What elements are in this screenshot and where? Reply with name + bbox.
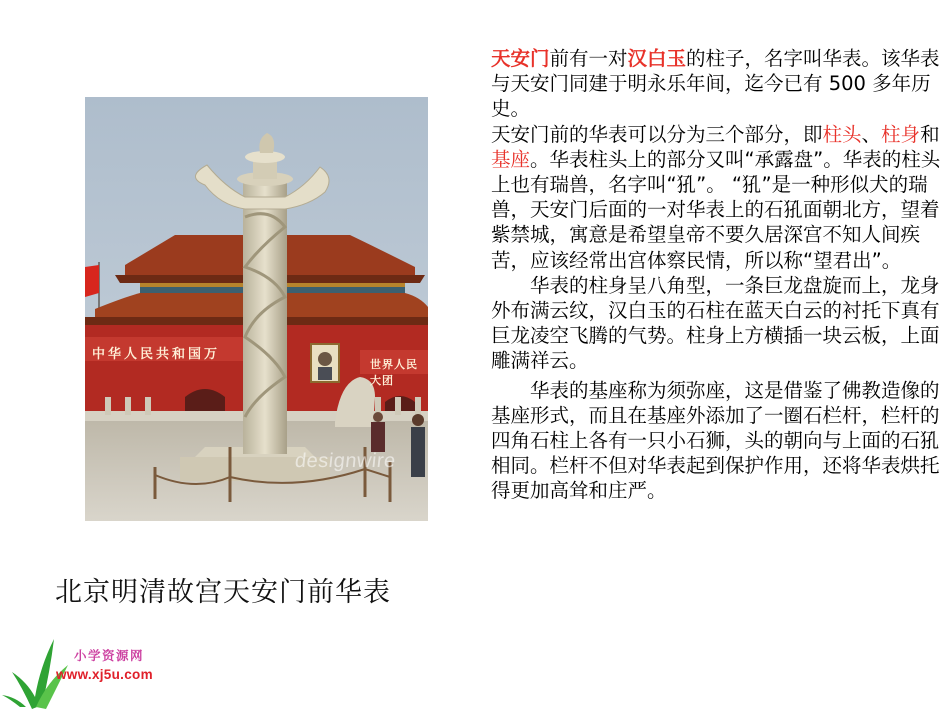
paragraph-base: 华表的基座称为须弥座，这是借鉴了佛教造像的基座形式，而且在基座外添加了一圈石栏杆，栏杆的四角石柱上各有一只小石狮，头的朝向与上面的石犼相同。栏杆不但对华表起到保护作用，还将华表烘托得更加高耸和庄严。	[491, 378, 940, 503]
paragraph-parts-text-1: 天安门前的华表可以分为三个部分，即	[491, 122, 823, 146]
site-url[interactable]: www.xj5u.com	[56, 667, 153, 682]
site-name: 小学资源网	[74, 648, 145, 663]
huabiao-photo	[85, 97, 428, 521]
photo-sign-left: 中华人民共和国万	[92, 347, 221, 362]
photo-watermark: designwire	[293, 450, 397, 472]
paragraph-parts	[491, 122, 943, 273]
paragraph-parts-text-2: 、	[861, 122, 882, 146]
term-shaft: 柱身	[881, 122, 921, 146]
paragraph-shaft: 华表的柱身呈八角型，一条巨龙盘旋而上，龙身外布满云纹，汉白玉的石柱在蓝天白云的衬托下真有巨龙凌空飞腾的气势。柱身上方横插一块云板，上面雕满祥云。	[491, 273, 940, 373]
paragraph-parts-text-3: 和	[920, 122, 940, 146]
article-body	[491, 46, 943, 504]
term-hanbaiyu: 汉白玉	[627, 47, 687, 70]
paragraph-intro	[491, 46, 943, 122]
term-base: 基座	[491, 147, 531, 171]
photo-caption: 北京明清故宫天安门前华表	[55, 577, 391, 608]
paragraph-parts-text-4: 。华表柱头上的部分又叫“承露盘”。华表的柱头上也有瑞兽，名字叫“犼”。 “犼”是一种形似犬的瑞兽，天安门后面的一对华表上的石犼面朝北方，望着紫禁城，寓意是希望皇帝不要久居深宫不知人间疾苦，应该经常出宫体察民情，所以称“望君出”。	[491, 147, 941, 272]
paragraph-intro-text-1: 前有一对	[549, 47, 628, 70]
paragraph-intro-text-2: 的柱子，名字叫华表。该华表与天安门同建于明永乐年间，迄今已有 500 多年历史。	[491, 47, 940, 121]
photo-sign-right: 世界人民大团	[370, 358, 418, 387]
term-tiananmen: 天安门	[491, 47, 550, 70]
term-capital: 柱头	[822, 122, 862, 146]
